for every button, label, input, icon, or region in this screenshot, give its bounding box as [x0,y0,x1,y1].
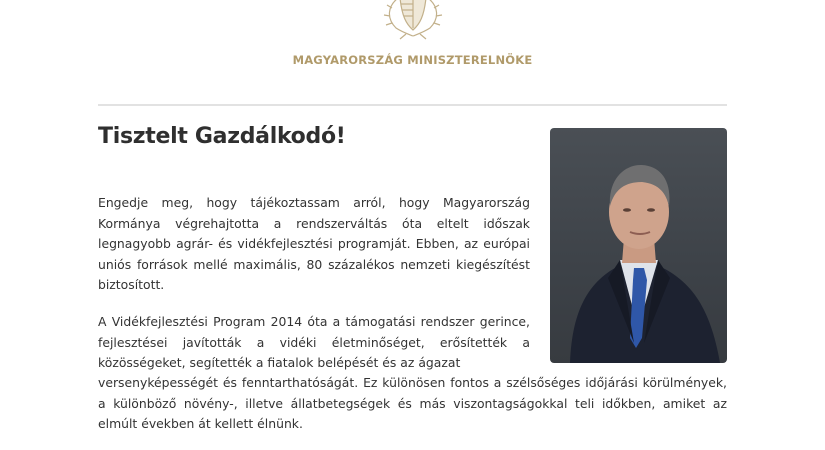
paragraph-2-part-2: versenyképességét és fenntarthatóságát. Ez különösen fontos a szélsőséges időjárási körülmények, a különböző növény-, illetve állatbetegségek és más viszontagságokkal teli időkben, amiket az elmúlt években át kellett élnünk. [98,375,727,431]
coat-of-arms-icon [378,0,448,40]
prime-minister-portrait [550,128,727,363]
paragraph-2-part-1: A Vidékfejlesztési Program 2014 óta a támogatási rendszer gerince, fejlesztései javították a vidéki életminőséget, erősítették a közösségeket, segítették a fiatalok belépését és az ágazat [98,314,530,370]
paragraph-1: Engedje meg, hogy tájékoztassam arról, hogy Magyarország Kormánya végrehajtotta a rendszerváltás óta eltelt időszak legnagyobb agrár- és vidékfejlesztési programját. Ebben, az európai uniós források mellé maximális, 80 százalékos nemzeti kiegészítést biztosított. [98,195,530,292]
office-name: MAGYARORSZÁG MINISZTERELNÖKE [292,53,533,67]
letter-salutation: Tisztelt Gazdálkodó! [98,124,346,149]
divider [98,104,727,106]
portrait-person-icon [550,128,727,363]
